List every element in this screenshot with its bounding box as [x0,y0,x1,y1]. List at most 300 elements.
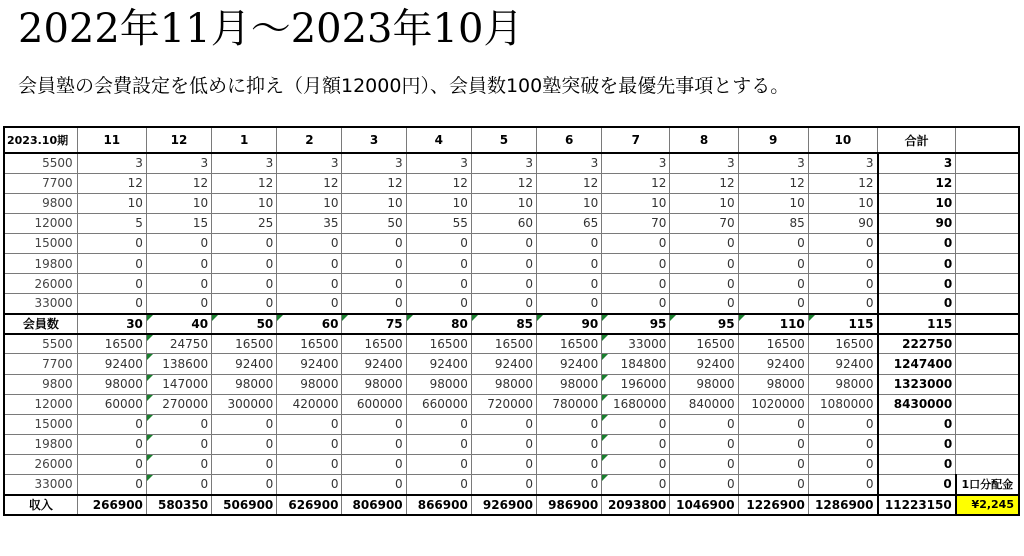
table-cell[interactable]: 10 [471,193,536,213]
table-row [4,354,1019,374]
table-cell[interactable]: 0 [670,454,738,474]
table-cell[interactable]: 196000 [602,374,670,394]
table-cell[interactable]: 0 [406,274,471,294]
table-cell[interactable]: 0 [342,294,406,314]
total-cell[interactable]: 222750 [878,334,956,354]
empty-cell [956,434,1019,454]
table-cell[interactable]: 0 [277,414,342,434]
table-cell[interactable]: 0 [406,253,471,273]
table-cell[interactable]: 115 [808,314,877,334]
table-cell[interactable]: 10 [808,193,877,213]
table-cell[interactable]: 0 [277,233,342,253]
total-cell[interactable]: 115 [878,314,956,334]
per-unit-dividend-label: 1口分配金 [956,475,1019,495]
month-header: 11 [77,127,146,153]
row-label: 12000 [4,394,77,414]
table-cell[interactable]: 0 [537,475,602,495]
month-header: 3 [342,127,406,153]
total-cell[interactable]: 10 [878,193,956,213]
table-cell[interactable]: 0 [808,274,877,294]
table-row [4,193,1019,213]
empty-cell [956,294,1019,314]
empty-cell [956,374,1019,394]
table-cell[interactable]: 92400 [77,354,146,374]
corner-cell: 2023.10期 [4,127,77,153]
total-cell[interactable]: 0 [878,233,956,253]
table-cell[interactable]: 98000 [277,374,342,394]
table-cell[interactable]: 75 [342,314,406,334]
table-cell[interactable]: 0 [277,253,342,273]
table-cell[interactable]: 3 [77,153,146,173]
table-row [4,294,1019,314]
table-cell[interactable]: 0 [670,253,738,273]
empty-cell [956,354,1019,374]
empty-cell [956,334,1019,354]
table-cell[interactable]: 0 [808,414,877,434]
table-cell[interactable]: 90 [808,213,877,233]
table-cell[interactable]: 55 [406,213,471,233]
table-cell[interactable]: 806900 [342,495,406,515]
table-cell[interactable]: 147000 [146,374,211,394]
table-row [4,233,1019,253]
table-cell[interactable]: 10 [537,193,602,213]
total-cell[interactable]: 0 [878,294,956,314]
total-cell[interactable]: 0 [878,454,956,474]
row-label: 5500 [4,334,77,354]
table-cell[interactable]: 12 [537,173,602,193]
table-cell[interactable]: 16500 [406,334,471,354]
row-label: 7700 [4,173,77,193]
table-cell[interactable]: 0 [406,454,471,474]
table-cell[interactable]: 3 [277,153,342,173]
table-cell[interactable]: 98000 [342,374,406,394]
table-cell[interactable]: 720000 [471,394,536,414]
table-cell[interactable]: 10 [670,193,738,213]
table-cell[interactable]: 0 [670,434,738,454]
row-label: 26000 [4,274,77,294]
table-cell[interactable]: 0 [471,414,536,434]
table-cell[interactable]: 0 [277,274,342,294]
table-row [4,153,1019,173]
row-label: 9800 [4,374,77,394]
table-cell[interactable]: 30 [77,314,146,334]
table-cell[interactable]: 0 [77,294,146,314]
table-cell[interactable]: 95 [670,314,738,334]
table-row [4,213,1019,233]
table-cell[interactable]: 60 [471,213,536,233]
table-cell[interactable]: 0 [537,434,602,454]
table-cell[interactable]: 92400 [670,354,738,374]
table-cell[interactable]: 506900 [212,495,277,515]
row-label: 33000 [4,294,77,314]
table-cell[interactable]: 660000 [406,394,471,414]
table-cell[interactable]: 0 [77,274,146,294]
table-cell[interactable]: 0 [342,253,406,273]
table-cell[interactable]: 0 [602,475,670,495]
table-cell[interactable]: 5 [77,213,146,233]
table-cell[interactable]: 0 [212,475,277,495]
table-cell[interactable]: 92400 [808,354,877,374]
table-cell[interactable]: 0 [537,274,602,294]
table-cell[interactable]: 0 [146,294,211,314]
table-cell[interactable]: 626900 [277,495,342,515]
table-cell[interactable]: 10 [602,193,670,213]
empty-header [956,127,1019,153]
table-cell[interactable]: 25 [212,213,277,233]
table-cell[interactable]: 0 [277,454,342,474]
table-cell[interactable]: 0 [808,475,877,495]
table-cell[interactable]: 0 [738,233,808,253]
table-cell[interactable]: 0 [670,274,738,294]
table-cell[interactable]: 3 [602,153,670,173]
table-cell[interactable]: 0 [738,274,808,294]
table-cell[interactable]: 1680000 [602,394,670,414]
table-cell[interactable]: 0 [146,274,211,294]
table-cell[interactable]: 110 [738,314,808,334]
table-cell[interactable]: 0 [342,274,406,294]
row-label: 9800 [4,193,77,213]
table-cell[interactable]: 16500 [471,334,536,354]
table-cell[interactable]: 0 [537,454,602,474]
table-cell[interactable]: 98000 [212,374,277,394]
table-cell[interactable]: 85 [738,213,808,233]
total-cell[interactable]: 3 [878,153,956,173]
table-row [4,274,1019,294]
table-cell[interactable]: 0 [602,434,670,454]
table-row [4,314,1019,334]
empty-cell [956,394,1019,414]
table-cell[interactable]: 2093800 [602,495,670,515]
table-cell[interactable]: 0 [277,475,342,495]
table-cell[interactable]: 0 [406,475,471,495]
total-cell[interactable]: 0 [878,434,956,454]
table-cell[interactable]: 10 [738,193,808,213]
table-cell[interactable]: 60000 [77,394,146,414]
table-cell[interactable]: 3 [146,153,211,173]
table-cell[interactable]: 70 [670,213,738,233]
month-header: 1 [212,127,277,153]
table-cell[interactable]: 0 [537,414,602,434]
table-cell[interactable]: 3 [342,153,406,173]
table-cell[interactable]: 92400 [212,354,277,374]
table-cell[interactable]: 0 [602,414,670,434]
month-header: 6 [537,127,602,153]
table-cell[interactable]: 0 [471,454,536,474]
table-cell[interactable]: 926900 [471,495,536,515]
empty-cell [956,414,1019,434]
table-cell[interactable]: 1226900 [738,495,808,515]
table-cell[interactable]: 0 [212,274,277,294]
table-cell[interactable]: 0 [406,414,471,434]
table-cell[interactable]: 0 [738,454,808,474]
table-cell[interactable]: 0 [670,233,738,253]
table-cell[interactable]: 0 [670,475,738,495]
table-cell[interactable]: 0 [808,233,877,253]
dividend-value[interactable]: ¥2,245 [956,495,1019,515]
table-cell[interactable]: 0 [342,454,406,474]
row-label: 26000 [4,454,77,474]
table-row [4,454,1019,474]
table-cell[interactable]: 600000 [342,394,406,414]
table-cell[interactable]: 0 [406,233,471,253]
total-cell[interactable]: 0 [878,414,956,434]
empty-cell [956,153,1019,173]
table-cell[interactable]: 10 [277,193,342,213]
table-cell[interactable]: 35 [277,213,342,233]
table-cell[interactable]: 16500 [342,334,406,354]
table-cell[interactable]: 0 [277,294,342,314]
table-cell[interactable]: 0 [738,294,808,314]
table-cell[interactable]: 3 [212,153,277,173]
table-cell[interactable]: 98000 [471,374,536,394]
table-cell[interactable]: 12 [602,173,670,193]
table-cell[interactable]: 12 [738,173,808,193]
table-cell[interactable]: 12 [212,173,277,193]
table-cell[interactable]: 780000 [537,394,602,414]
table-cell[interactable]: 3 [670,153,738,173]
table-cell[interactable]: 40 [146,314,211,334]
table-cell[interactable]: 1046900 [670,495,738,515]
table-row [4,374,1019,394]
row-label: 会員数 [4,314,77,334]
table-cell[interactable]: 92400 [342,354,406,374]
table-cell[interactable]: 92400 [471,354,536,374]
table-cell[interactable]: 0 [738,414,808,434]
table-cell[interactable]: 0 [471,475,536,495]
month-header: 4 [406,127,471,153]
table-cell[interactable]: 1080000 [808,394,877,414]
table-cell[interactable]: 266900 [77,495,146,515]
table-cell[interactable]: 0 [212,414,277,434]
table-cell[interactable]: 60 [277,314,342,334]
row-label: 19800 [4,434,77,454]
table-cell[interactable]: 0 [602,233,670,253]
table-cell[interactable]: 1286900 [808,495,877,515]
table-cell[interactable]: 0 [602,294,670,314]
table-cell[interactable]: 92400 [406,354,471,374]
table-cell[interactable]: 0 [471,274,536,294]
table-cell[interactable]: 840000 [670,394,738,414]
table-cell[interactable]: 98000 [670,374,738,394]
table-cell[interactable]: 70 [602,213,670,233]
table-cell[interactable]: 33000 [602,334,670,354]
table-cell[interactable]: 98000 [738,374,808,394]
table-cell[interactable]: 3 [537,153,602,173]
table-cell[interactable]: 12 [277,173,342,193]
table-cell[interactable]: 0 [342,475,406,495]
table-cell[interactable]: 12 [342,173,406,193]
row-label: 12000 [4,213,77,233]
table-cell[interactable]: 92400 [537,354,602,374]
total-cell[interactable]: 11223150 [878,495,956,515]
table-row [4,414,1019,434]
table-cell[interactable]: 0 [342,233,406,253]
table-cell[interactable]: 866900 [406,495,471,515]
table-cell[interactable]: 0 [738,253,808,273]
table-cell[interactable]: 0 [471,233,536,253]
table-cell[interactable]: 0 [406,434,471,454]
table-cell[interactable]: 0 [537,233,602,253]
total-header: 合計 [878,127,956,153]
table-cell[interactable]: 0 [146,233,211,253]
table-cell[interactable]: 0 [342,434,406,454]
table-cell[interactable]: 3 [406,153,471,173]
table-cell[interactable]: 50 [342,213,406,233]
total-cell[interactable]: 12 [878,173,956,193]
revenue-table [3,126,1020,516]
table-cell[interactable]: 0 [277,434,342,454]
table-cell[interactable]: 0 [77,475,146,495]
empty-cell [956,314,1019,334]
table-cell[interactable]: 3 [738,153,808,173]
table-cell[interactable]: 0 [212,233,277,253]
table-cell[interactable]: 0 [146,414,211,434]
month-header: 2 [277,127,342,153]
total-cell[interactable]: 0 [878,274,956,294]
table-cell[interactable]: 0 [738,475,808,495]
table-cell[interactable]: 0 [471,434,536,454]
table-cell[interactable]: 12 [406,173,471,193]
empty-cell [956,274,1019,294]
table-cell[interactable]: 98000 [537,374,602,394]
table-cell[interactable]: 3 [471,153,536,173]
table-cell[interactable]: 98000 [406,374,471,394]
table-cell[interactable]: 0 [670,414,738,434]
table-cell[interactable]: 1020000 [738,394,808,414]
table-row [4,334,1019,354]
table-cell[interactable]: 0 [471,253,536,273]
table-cell[interactable]: 0 [471,294,536,314]
table-cell[interactable]: 0 [602,274,670,294]
table-cell[interactable]: 0 [146,253,211,273]
table-cell[interactable]: 580350 [146,495,211,515]
table-cell[interactable]: 0 [146,454,211,474]
table-cell[interactable]: 420000 [277,394,342,414]
row-label: 15000 [4,233,77,253]
table-cell[interactable]: 3 [808,153,877,173]
table-cell[interactable]: 24750 [146,334,211,354]
table-cell[interactable]: 0 [537,294,602,314]
table-cell[interactable]: 92400 [738,354,808,374]
total-cell[interactable]: 1323000 [878,374,956,394]
table-cell[interactable]: 10 [212,193,277,213]
table-cell[interactable]: 184800 [602,354,670,374]
table-cell[interactable]: 0 [738,434,808,454]
table-cell[interactable]: 12 [471,173,536,193]
page-subtitle: 会員塾の会費設定を低めに抑え（月額12000円）、会員数100塾突破を最優先事項とする。 [18,75,790,97]
table-cell[interactable]: 50 [212,314,277,334]
table-cell[interactable]: 0 [808,434,877,454]
table-cell[interactable]: 0 [77,414,146,434]
table-row [4,394,1019,414]
table-cell[interactable]: 0 [406,294,471,314]
table-cell[interactable]: 0 [808,253,877,273]
header-row [4,127,1019,153]
table-cell[interactable]: 0 [212,294,277,314]
total-cell[interactable]: 0 [878,253,956,273]
table-cell[interactable]: 85 [471,314,536,334]
total-cell[interactable]: 1247400 [878,354,956,374]
month-header: 7 [602,127,670,153]
table-cell[interactable]: 300000 [212,394,277,414]
empty-cell [956,454,1019,474]
table-cell[interactable]: 15 [146,213,211,233]
table-cell[interactable]: 0 [77,253,146,273]
table-cell[interactable]: 0 [77,434,146,454]
table-cell[interactable]: 0 [77,233,146,253]
table-cell[interactable]: 0 [670,294,738,314]
table-row [4,475,1019,495]
table-cell[interactable]: 16500 [212,334,277,354]
table-cell[interactable]: 10 [406,193,471,213]
table-row [4,253,1019,273]
empty-cell [956,173,1019,193]
table-cell[interactable]: 98000 [808,374,877,394]
table-cell[interactable]: 0 [602,253,670,273]
table-cell[interactable]: 95 [602,314,670,334]
table-cell[interactable]: 0 [602,454,670,474]
table-cell[interactable]: 80 [406,314,471,334]
table-cell[interactable]: 10 [77,193,146,213]
table-cell[interactable]: 16500 [277,334,342,354]
table-cell[interactable]: 0 [537,253,602,273]
table-cell[interactable]: 16500 [537,334,602,354]
table-cell[interactable]: 16500 [77,334,146,354]
table-cell[interactable]: 0 [808,454,877,474]
table-cell[interactable]: 92400 [277,354,342,374]
table-cell[interactable]: 0 [146,475,211,495]
table-row [4,495,1019,515]
table-cell[interactable]: 138600 [146,354,211,374]
row-label: 15000 [4,414,77,434]
table-cell[interactable]: 65 [537,213,602,233]
table-row [4,173,1019,193]
row-label: 33000 [4,475,77,495]
table-cell[interactable]: 0 [342,414,406,434]
table-cell[interactable]: 90 [537,314,602,334]
table-cell[interactable]: 16500 [808,334,877,354]
table-cell[interactable]: 0 [212,434,277,454]
table-cell[interactable]: 12 [808,173,877,193]
table-cell[interactable]: 0 [212,253,277,273]
table-cell[interactable]: 12 [146,173,211,193]
table-cell[interactable]: 0 [77,454,146,474]
table-cell[interactable]: 12 [77,173,146,193]
empty-cell [956,233,1019,253]
month-header: 9 [738,127,808,153]
total-cell[interactable]: 0 [878,475,956,495]
table-cell[interactable]: 986900 [537,495,602,515]
table-cell[interactable]: 270000 [146,394,211,414]
empty-cell [956,253,1019,273]
table-cell[interactable]: 10 [342,193,406,213]
table-cell[interactable]: 16500 [738,334,808,354]
total-cell[interactable]: 8430000 [878,394,956,414]
table-cell[interactable]: 98000 [77,374,146,394]
page-title: 2022年11月～2023年10月 [18,6,524,52]
table-cell[interactable]: 10 [146,193,211,213]
table-cell[interactable]: 12 [670,173,738,193]
table-cell[interactable]: 0 [212,454,277,474]
table-cell[interactable]: 0 [808,294,877,314]
row-label: 5500 [4,153,77,173]
month-header: 8 [670,127,738,153]
total-cell[interactable]: 90 [878,213,956,233]
row-label: 7700 [4,354,77,374]
table-cell[interactable]: 0 [146,434,211,454]
empty-cell [956,213,1019,233]
table-cell[interactable]: 16500 [670,334,738,354]
